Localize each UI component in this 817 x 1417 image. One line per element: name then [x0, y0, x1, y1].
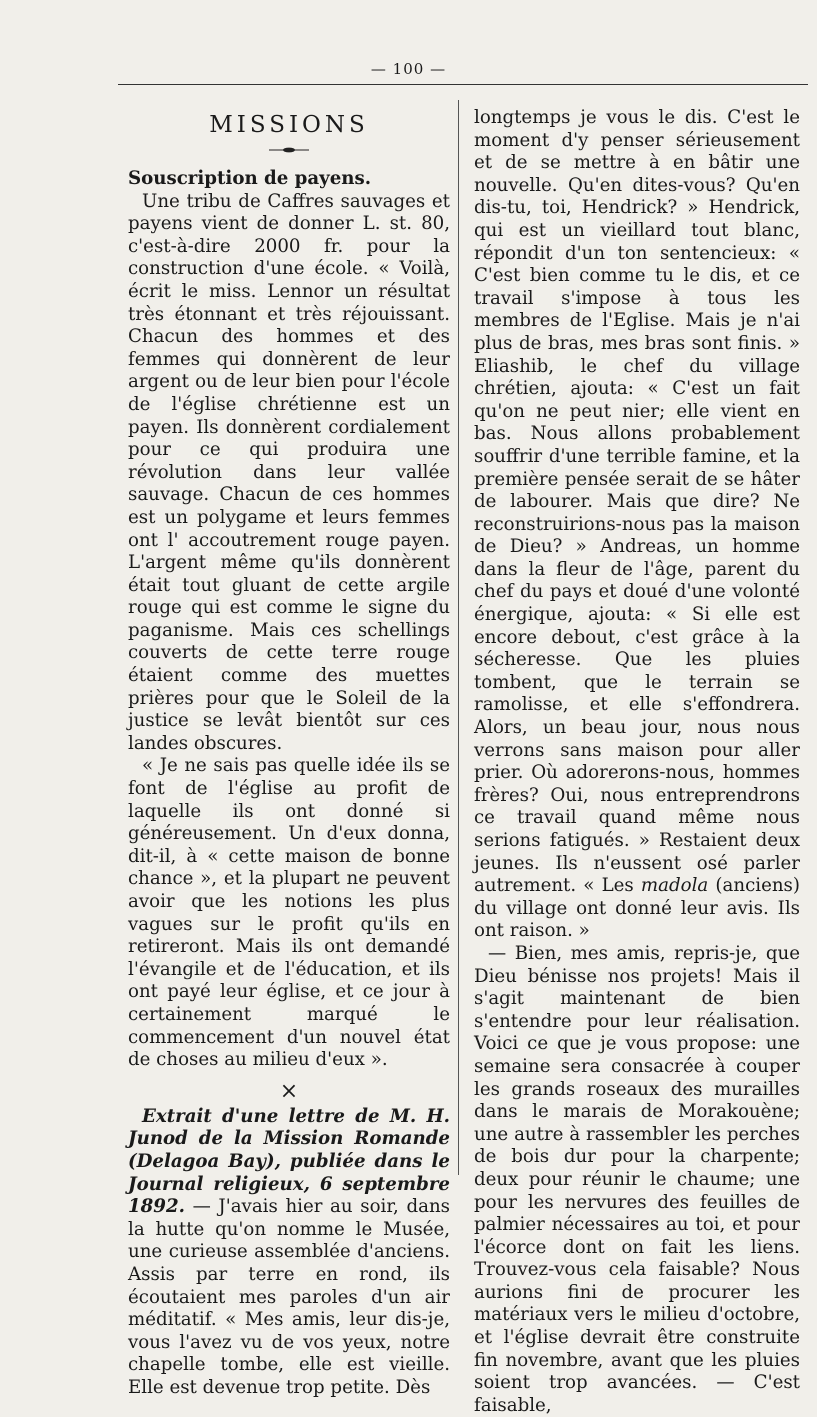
left-column — [128, 106, 450, 1399]
subheading: Souscription de payens. — [128, 168, 372, 189]
paragraph — [474, 107, 800, 943]
italic-term: madola — [640, 875, 709, 897]
paragraph: Une tribu de Caffres sauvages et payens vient de donner L. st. 80, c'est-à-dire 2000 fr. pour la construction d'une école. « Voilà, écrit le miss. Lennor un résultat très étonnant et très réjouissant. Chacun des hommes et des femmes qui donnèrent de leur argent ou de leur bien pour l'école de l'église chrétienne est un payen. Ils donnèrent cordialement pour ce qui produira une révolution dans leur vallée sauvage. Chacun de ces hommes est un polygame et leurs femmes ont l' accoutrement rouge payen. L'argent même qu'ils donnèrent était tout gluant de cette argile rouge qui est comme le signe du paganisme. Mais ces schellings couverts de cette terre rouge étaient comme des muettes prières pour que le Soleil de la justice se levât bientôt sur ces landes obscures. — [128, 190, 450, 754]
column-divider — [458, 100, 459, 1175]
ornament-divider-icon — [267, 146, 311, 154]
extract-paragraph — [128, 1106, 450, 1400]
page-number: — 100 — — [370, 60, 447, 78]
text-run: longtemps je vous le dis. C'est le moment d'y penser sérieusement et de se mettre à en bâtir une nouvelle. Qu'en dites-vous? Qu'en dis-tu, toi, Hendrick? » Hendrick, qui est un vieillard tout blanc, répondit d'un ton sentencieux: « C'est bien comme tu le dis, et ce travail s'impose à tous les membres de l'Eglise. Mais je n'ai plus de bras, mes bras sont finis. » Eliashib, le chef du village chrétien, ajouta: « C'est un fait qu'on ne peut nier; elle vient en bas. Nous allons probablement souffrir d'une terrible famine, et la première pensée serait de se hâter de labourer. Mais que dire? Ne reconstruirions-nous pas la maison de Dieu? » Andreas, un homme dans la fleur de l'âge, parent du chef du pays et doué d'une volonté énergique, ajouta: « Si elle est encore debout, c'est grâce à la sécheresse. Que les pluies tombent, que le terrain se ramolisse, et elle s'effondrera. Alors, un beau jour, nous nous verrons sans maison pour aller prier. Où adorerons-nous, hommes frères? Oui, nous entreprendrons ce travail quand même nous serions fatigués. » Restaient deux jeunes. Ils n'eussent osé parler autrement. « Les — [474, 107, 800, 897]
paragraph: « Je ne sais pas quelle idée ils se font de l'église au profit de laquelle ils ont donné si généreusement. Un d'eux donna, dit-il, à « cette maison de bonne chance », et la plupart ne peuvent avoir que les notions les plus vagues sur le profit qu'ils en retireront. Mais ils ont demandé l'évangile et de l'éducation, et ils ont payé leur église, et ce jour à certainement marqué le commencement d'un nouvel état de choses au milieu d'eux ». — [128, 755, 450, 1071]
header-rule — [118, 84, 808, 85]
section-title: MISSIONS — [209, 112, 369, 138]
extract-body: — J'avais hier au soir, dans la hutte qu'on nomme le Musée, une curieuse assemblée d'anciens. Assis par terre en rond, ils écoutaient mes paroles d'un air méditatif. « Mes amis, leur dis-je, vous l'avez vu de vos yeux, notre chapelle tombe, elle est vieille. Elle est devenue trop petite. Dès — [128, 1196, 450, 1398]
section-separator: × — [279, 1078, 299, 1104]
paragraph: — Bien, mes amis, repris-je, que Dieu bénisse nos projets! Mais il s'agit maintenant de bien s'entendre pour leur réalisation. Voici ce que je vous propose: une semaine sera consacrée à couper les grands roseaux des murailles dans le marais de Morakouène; une autre à rassembler les perches de bois dur pour la charpente; deux pour réunir le chaume; une pour les nervures des feuilles de palmier nécessaires au toi, et pour l'écorce dont on fait les liens. Trouvez-vous cela faisable? Nous aurions fini de procurer les matériaux vers le milieu d'octobre, et l'église devrait être construite fin novembre, avant que les pluies soient trop avancées. — C'est faisable, — [474, 942, 800, 1416]
text-run: (anciens) du village ont donné leur avis. Ils ont raison. » — [474, 875, 800, 942]
extract-title: Extrait d'une lettre de M. H. Junod de la Mission Romande (Delagoa Bay), publiée dans le Journal religieux, 6 septembre 1892. — [128, 1105, 450, 1218]
right-column — [474, 107, 800, 1417]
